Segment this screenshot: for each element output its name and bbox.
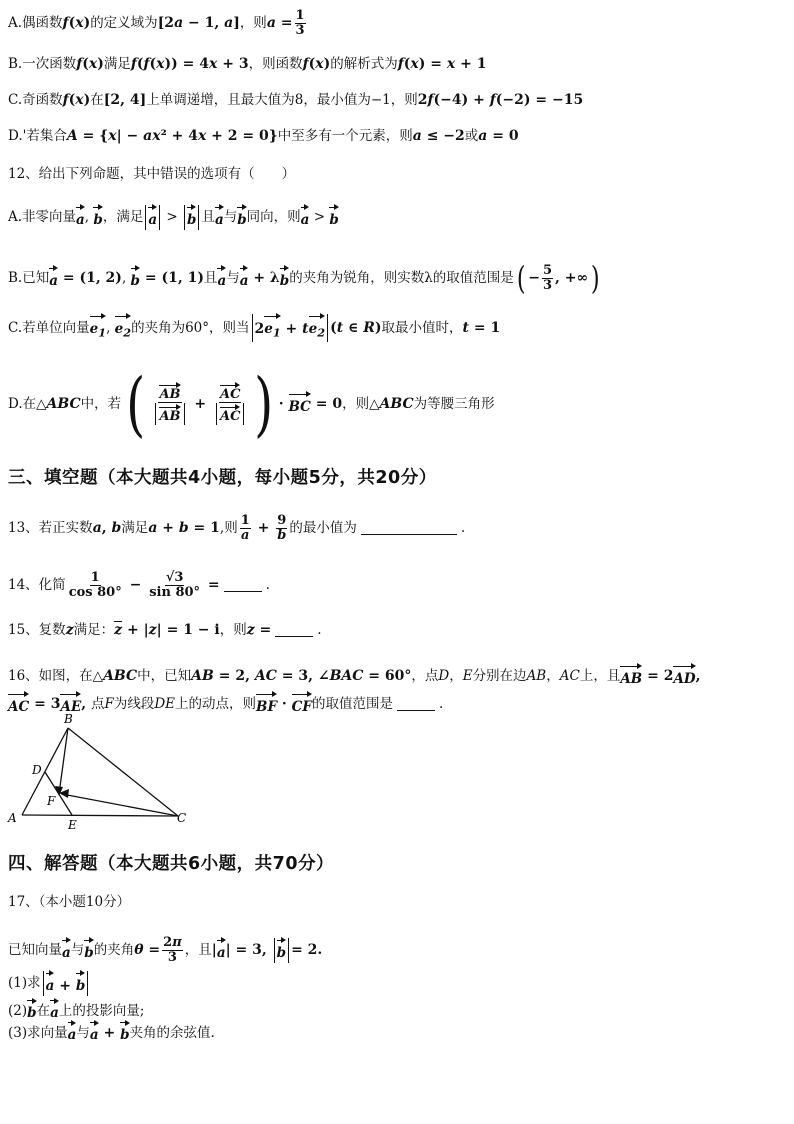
fraction: $\frac{AC}{AC}$ — [213, 383, 247, 425]
q12-option-c: C.若单位向量 $e_1$ , $e_2$ 的夹角为60°，则当 $2e_1 + te_2$ (t ∈ R) 取最小值时， t = 1 — [8, 316, 500, 340]
fraction: $\frac{1}{3}$ — [295, 7, 305, 38]
q12-stem: 12、给出下列命题，其中错误的选项有（ ） — [8, 166, 296, 182]
q13: 13、若正实数 a , b 满足 a + b = 1 ,则 $\frac{1}{a}$ + $\frac{9}{b}$ 的最小值为 . — [8, 512, 466, 543]
q17-head: 17、（本小题10分） — [8, 894, 131, 910]
section-title-answers: 四、解答题（本大题共6小题，共70分） — [8, 854, 335, 874]
q15: 15、复数 z 满足： $\overline{z} + |z| = 1 - i$ ，则 z = . — [8, 622, 322, 638]
side-bc — [68, 728, 178, 816]
section-title-fill-in: 三、填空题（本大题共4小题，每小题5分，共20分） — [8, 468, 437, 488]
q16-line2: AC = 3 AE , 点 F 为线段 DE 上的动点，则 BF · CF 的取值范围是 . — [8, 692, 443, 716]
fraction: $\frac{5}{3}$ — [542, 262, 553, 293]
label-c: C — [177, 811, 187, 825]
q17-part3: (3)求向量 a 与 a + b 夹角的余弦值. — [8, 1020, 215, 1045]
q11-option-d: D.'若集合 A = {x| − ax² + 4x + 2 = 0} 中至多有一个元素，则 a ≤ −2 或 a = 0 — [8, 128, 519, 144]
q11-option-a: A.偶函数 f(x) 的定义域为 [2a − 1, a] ，则 a = $\frac{1}{3}$ — [8, 7, 305, 38]
triangle-figure — [6, 712, 196, 834]
label-e: E — [68, 818, 77, 832]
answer-blank[interactable] — [361, 522, 457, 535]
q11-option-c: C.奇函数 f(x) 在 [2, 4] 上单调递增，且最大值为8，最小值为−1，则 2f(−4) + f(−2) = −15 — [8, 92, 584, 108]
answer-blank[interactable] — [397, 698, 435, 711]
q17-part1: (1)求 a + b — [8, 972, 90, 994]
q14: 14、化简 $\frac{1}{\cos 80^\circ}$ − $\frac{√3}{\sin 80^\circ}$ = . — [8, 569, 270, 600]
label-a: A — [8, 811, 17, 825]
label-b: B — [64, 712, 73, 726]
q17-stem: 已知向量 a 与 b 的夹角 θ = $\frac{2\pi}{3}$ ，且 | a | = 3, b = 2. — [8, 934, 323, 965]
answer-blank[interactable] — [224, 579, 262, 592]
vector-cf — [62, 794, 178, 816]
fraction: $\frac{√3}{\sin 80^\circ}$ — [149, 569, 201, 600]
label-f: F — [47, 794, 56, 808]
q17-part2: (2) b 在 a 上的投影向量; — [8, 998, 144, 1023]
q11-option-b: B.一次函数 f(x) 满足 f(f(x)) = 4x + 3 ，则函数 f(x) 的解析式为 f(x) = x + 1 — [8, 56, 487, 72]
fraction: $\frac{2\pi}{3}$ — [163, 934, 182, 965]
q12-option-b: B.已知 a = (1, 2) , b = (1, 1) 且 a 与 a + λ b 的夹角为锐角，则实数λ的取值范围是 ( − $\frac{5}{3}$ , +∞ ) — [8, 259, 600, 297]
q12-option-a: A.非零向量 a , b ，满足 a > b 且 a 与 b 同向，则 a > b — [8, 204, 339, 230]
q12-option-d: D.在△ ABC 中，若 ( $\frac{AB}{AB}$ + $\frac{AC}{AC}$ ) · BC = 0 ，则△ ABC 为等腰三角形 — [8, 363, 495, 445]
fraction: $\frac{1}{a}$ — [240, 512, 250, 543]
fraction: $\frac{9}{b}$ — [277, 512, 287, 543]
q16-line1: 16、如图，在△ ABC 中，已知 AB = 2, AC = 3, ∠BAC = 60° ，点 D ， E 分别在边 AB ， AC 上，且 AB = 2 AD , — [8, 664, 701, 688]
fraction: $\frac{AB}{AB}$ — [152, 383, 187, 425]
answer-blank[interactable] — [275, 624, 313, 637]
side-ab — [22, 728, 68, 815]
side-ac — [22, 815, 178, 816]
label-d: D — [32, 763, 42, 777]
fraction: $\frac{1}{\cos 80^\circ}$ — [68, 569, 122, 600]
